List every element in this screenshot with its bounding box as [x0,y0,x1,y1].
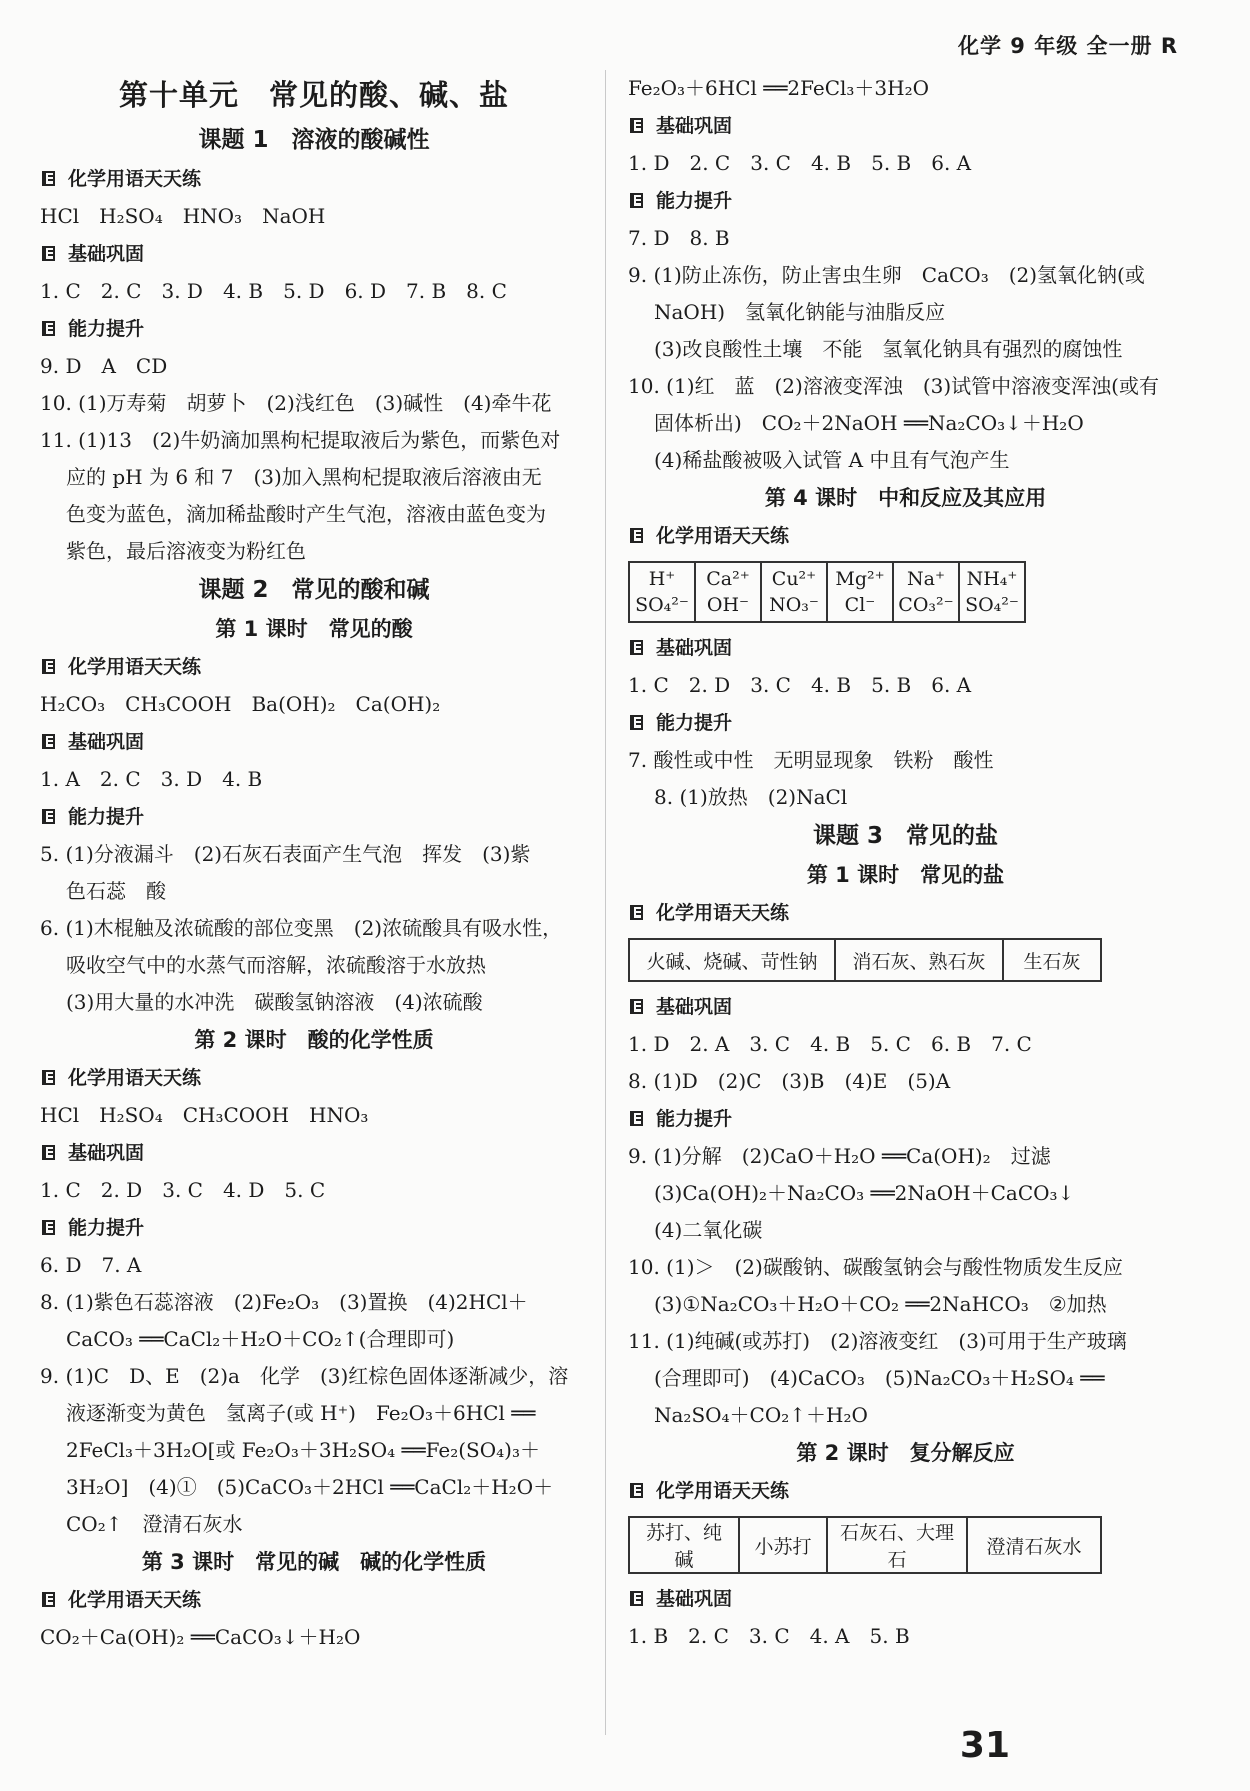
section-heading: 化学用语天天练 [40,1581,588,1619]
section-heading: 能力提升 [40,1209,588,1247]
book-icon [628,714,646,732]
section-heading: 能力提升 [628,704,1183,742]
answer-line: HCl H₂SO₄ CH₃COOH HNO₃ [40,1103,369,1127]
right-column [628,70,1183,1655]
answer-line: 6. D 7. A [40,1253,142,1277]
answer-line: 10. (1)＞ (2)碳酸钠、碳酸氢钠会与酸性物质发生反应 [628,1255,1123,1279]
book-icon [40,658,58,676]
answer-line: 8. (1)D (2)C (3)B (4)E (5)A [628,1069,951,1093]
book-icon [628,192,646,210]
book-icon [40,1591,58,1609]
section-heading: 基础巩固 [628,629,1183,667]
section-heading: 化学用语天天练 [628,517,1183,555]
book-icon [628,1482,646,1500]
section-heading: 化学用语天天练 [40,648,588,686]
lesson-title: 课题 1 溶液的酸碱性 [198,127,430,153]
answer-line: 8. (1)紫色石蕊溶液 (2)Fe₂O₃ (3)置换 (4)2HCl＋ [40,1290,528,1314]
section-heading: 化学用语天天练 [628,1472,1183,1510]
answer-line: 10. (1)万寿菊 胡萝卜 (2)浅红色 (3)碱性 (4)牵牛花 [40,391,552,415]
answer-line: 固体析出) CO₂＋2NaOH ══Na₂CO₃↓＋H₂O [654,411,1084,435]
answer-line: 色石蕊 酸 [66,879,166,903]
book-icon [628,998,646,1016]
left-column [40,70,588,1656]
answer-line: (3)用大量的水冲洗 碳酸氢钠溶液 (4)浓硫酸 [66,990,483,1014]
ion-cell: NH₄⁺ SO₄²⁻ [959,562,1025,622]
names-cell: 火碱、烧碱、苛性钠 [629,939,835,981]
page-number: 31 [959,1725,1010,1766]
answer-line: (3)Ca(OH)₂＋Na₂CO₃ ══2NaOH＋CaCO₃↓ [654,1181,1075,1205]
section-heading: 基础巩固 [628,107,1183,145]
answer-line: 5. (1)分液漏斗 (2)石灰石表面产生气泡 挥发 (3)紫 [40,842,531,866]
answer-line: 6. (1)木棍触及浓硫酸的部位变黑 (2)浓硫酸具有吸水性， [40,916,563,940]
answer-line: HCl H₂SO₄ HNO₃ NaOH [40,204,326,228]
answer-line: 1. D 2. A 3. C 4. B 5. C 6. B 7. C [628,1032,1032,1056]
section-heading: 基础巩固 [40,723,588,761]
answer-line: Na₂SO₄＋CO₂↑＋H₂O [654,1403,868,1427]
section-heading: 基础巩固 [40,235,588,273]
names-cell: 消石灰、熟石灰 [835,939,1003,981]
names-table [628,938,1102,982]
answer-line: 8. (1)放热 (2)NaCl [654,785,848,809]
answer-line: 9. (1)防止冻伤，防止害虫生卵 CaCO₃ (2)氢氧化钠(或 [628,263,1145,287]
unit-title: 第十单元 常见的酸、碱、盐 [118,78,509,112]
section-heading: 能力提升 [628,182,1183,220]
section-heading: 基础巩固 [628,988,1183,1026]
answer-line: 1. A 2. C 3. D 4. B [40,767,263,791]
answer-line: 9. D A CD [40,354,168,378]
answer-line: 1. B 2. C 3. C 4. A 5. B [628,1624,910,1648]
section-heading: 能力提升 [40,798,588,836]
book-icon [40,1219,58,1237]
answer-line: (4)稀盐酸被吸入试管 A 中且有气泡产生 [654,448,1010,472]
answer-line: (3)①Na₂CO₃＋H₂O＋CO₂ ══2NaHCO₃ ②加热 [654,1292,1107,1316]
answer-line: 吸收空气中的水蒸气而溶解，浓硫酸溶于水放热 [66,953,486,977]
column-divider [605,70,606,1735]
period-title: 第 1 课时 常见的酸 [215,617,413,641]
period-title: 第 1 课时 常见的盐 [806,863,1005,887]
book-icon [40,808,58,826]
ion-cell: Cu²⁺ NO₃⁻ [761,562,827,622]
answer-line: 应的 pH 为 6 和 7 (3)加入黑枸杞提取液后溶液由无 [66,465,542,489]
answer-line: CO₂＋Ca(OH)₂ ══CaCO₃↓＋H₂O [40,1625,361,1649]
answer-line: 1. C 2. D 3. C 4. D 5. C [40,1178,326,1202]
book-icon [628,1110,646,1128]
book-icon [628,527,646,545]
section-heading: 基础巩固 [40,1134,588,1172]
book-icon [40,320,58,338]
answer-line: 2FeCl₃＋3H₂O[或 Fe₂O₃＋3H₂SO₄ ══Fe₂(SO₄)₃＋ [66,1438,540,1462]
answer-line: 9. (1)C D、E (2)a 化学 (3)红棕色固体逐渐减少，溶 [40,1364,569,1388]
answer-line: Fe₂O₃＋6HCl ══2FeCl₃＋3H₂O [628,76,929,100]
period-title: 第 4 课时 中和反应及其应用 [764,486,1047,510]
names-cell: 石灰石、大理石 [827,1517,967,1573]
period-title: 第 2 课时 复分解反应 [796,1441,1015,1465]
book-icon [628,117,646,135]
page-header: 化学 9 年级 全一册 R [957,34,1178,58]
names-cell: 澄清石灰水 [967,1517,1101,1573]
book-icon [628,904,646,922]
answer-line: H₂CO₃ CH₃COOH Ba(OH)₂ Ca(OH)₂ [40,692,441,716]
ion-table [628,561,1026,623]
names-table [628,1516,1102,1574]
answer-line: 10. (1)红 蓝 (2)溶液变浑浊 (3)试管中溶液变浑浊(或有 [628,374,1159,398]
answer-line: (3)改良酸性土壤 不能 氢氧化钠具有强烈的腐蚀性 [654,337,1123,361]
answer-line: 3H₂O] (4)① (5)CaCO₃＋2HCl ══CaCl₂＋H₂O＋ [66,1475,554,1499]
answer-line: NaOH) 氢氧化钠能与油脂反应 [654,300,946,324]
book-icon [40,733,58,751]
ion-cell: H⁺ SO₄²⁻ [629,562,695,622]
book-icon [40,1069,58,1087]
book-icon [40,1144,58,1162]
names-cell: 小苏打 [739,1517,827,1573]
answer-line: 7. D 8. B [628,226,730,250]
lesson-title: 课题 2 常见的酸和碱 [198,577,430,603]
answer-line: 7. 酸性或中性 无明显现象 铁粉 酸性 [628,748,994,772]
section-heading: 化学用语天天练 [40,160,588,198]
answer-line: CO₂↑ 澄清石灰水 [66,1512,243,1536]
ion-cell: Na⁺ CO₃²⁻ [893,562,959,622]
answer-line: 色变为蓝色，滴加稀盐酸时产生气泡，溶液由蓝色变为 [66,502,546,526]
book-icon [40,245,58,263]
names-cell: 苏打、纯碱 [629,1517,739,1573]
answer-line: CaCO₃ ══CaCl₂＋H₂O＋CO₂↑(合理即可) [66,1327,455,1351]
section-heading: 化学用语天天练 [40,1059,588,1097]
section-heading: 基础巩固 [628,1580,1183,1618]
answer-line: 11. (1)13 (2)牛奶滴加黑枸杞提取液后为紫色，而紫色对 [40,428,561,452]
book-icon [628,1590,646,1608]
section-heading: 能力提升 [40,310,588,348]
ion-cell: Ca²⁺ OH⁻ [695,562,761,622]
section-heading: 能力提升 [628,1100,1183,1138]
answer-line: 1. D 2. C 3. C 4. B 5. B 6. A [628,151,972,175]
names-cell: 生石灰 [1003,939,1101,981]
answer-line: 液逐渐变为黄色 氢离子(或 H⁺) Fe₂O₃＋6HCl ══ [66,1401,536,1425]
answer-line: 紫色，最后溶液变为粉红色 [66,539,306,563]
answer-line: 11. (1)纯碱(或苏打) (2)溶液变红 (3)可用于生产玻璃 [628,1329,1127,1353]
answer-line: (合理即可) (4)CaCO₃ (5)Na₂CO₃＋H₂SO₄ ══ [654,1366,1105,1390]
lesson-title: 课题 3 常见的盐 [812,823,998,849]
answer-line: 1. C 2. C 3. D 4. B 5. D 6. D 7. B 8. C [40,279,507,303]
period-title: 第 3 课时 常见的碱 碱的化学性质 [141,1550,487,1574]
answer-line: 9. (1)分解 (2)CaO＋H₂O ══Ca(OH)₂ 过滤 [628,1144,1051,1168]
book-icon [628,639,646,657]
ion-cell: Mg²⁺ Cl⁻ [827,562,893,622]
section-heading: 化学用语天天练 [628,894,1183,932]
book-icon [40,170,58,188]
answer-line: (4)二氧化碳 [654,1218,763,1242]
period-title: 第 2 课时 酸的化学性质 [194,1028,434,1052]
answer-line: 1. C 2. D 3. C 4. B 5. B 6. A [628,673,972,697]
